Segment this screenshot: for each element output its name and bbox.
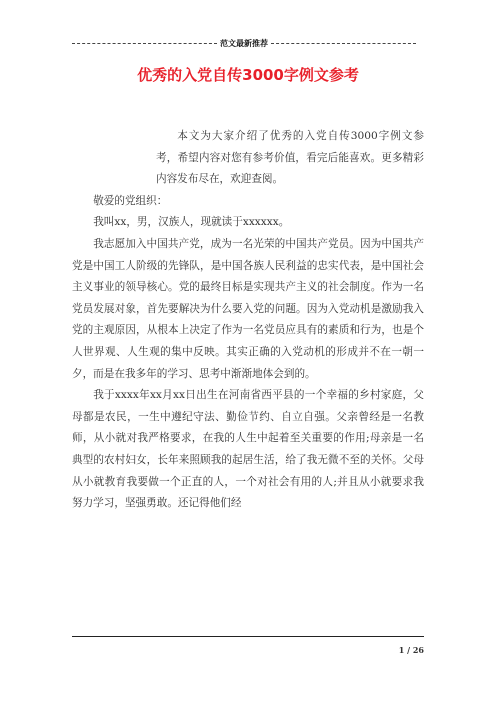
header-dashes-right bbox=[271, 43, 416, 44]
body-paragraph: 我于xxxx年xx月xx日出生在河南省西平县的一个幸福的乡村家庭，父母都是农民，一生中遵纪守法、勤俭节约、自立自强。父亲曾经是一名教师，从小就对我严格要求，在我的人生中起着至关重要的作用;母亲是一名典型的农村妇女，长年来照顾我的起居生活，给了我无微不至的关怀。父母从小就教育我要做一个正直的人，一个对社会有用的人;并且从小就要求我努力学习，坚强勇敢。还记得他们经 bbox=[72, 389, 424, 510]
footer-rule bbox=[72, 636, 424, 637]
document-body bbox=[72, 126, 424, 515]
body-paragraph: 我志愿加入中国共产党，成为一名光荣的中国共产党员。因为中国共产党是中国工人阶级的先锋队，是中国各族人民利益的忠实代表，是中国社会主义事业的领导核心。党的最终目标是实现共产主义的社会制度。作为一名党员发展对象，首先要解决为什么要入党的问题。因为入党动机是激励我入党的主观原因，从根本上决定了作为一名党员应具有的素质和行为，也是个人世界观、人生观的集中反映。其实正确的入党动机的形成并不在一朝一夕，而是在我多年的学习、思考中渐渐地体会到的。 bbox=[72, 237, 424, 380]
document-title: 优秀的入党自传3000字例文参考 bbox=[137, 66, 359, 84]
salutation: 敬爱的党组织： bbox=[93, 194, 168, 207]
page-header bbox=[72, 36, 416, 50]
body-paragraph: 我叫xx，男，汉族人，现就读于xxxxxx。 bbox=[93, 216, 290, 229]
page-number: 1 / 26 bbox=[398, 645, 424, 655]
header-label: 范文最新推荐 bbox=[220, 37, 268, 48]
intro-paragraph: 本文为大家介绍了优秀的入党自传3000字例文参考，希望内容对您有参考价值，看完后能喜欢。更多精彩内容发布尽在，欢迎查阅。 bbox=[156, 130, 424, 186]
header-dashes-left bbox=[72, 43, 217, 44]
